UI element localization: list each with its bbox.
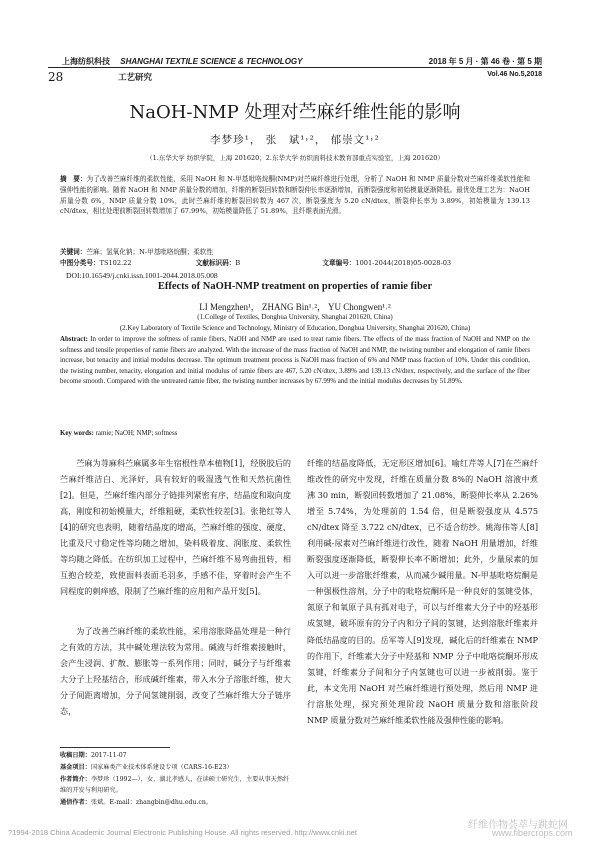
keywords-text-cn: 苎麻；氢氧化钠；N-甲基吡咯烷酮；柔软性 <box>86 248 214 256</box>
cnki-copyright-watermark: ?1994-2018 China Academic Journal Electronic Publishing House. All rights reserved. http://www.cnki.net <box>8 828 357 837</box>
article-title-en: Effects of NaOH-NMP treatment on properties of ramie fiber <box>157 281 433 292</box>
body-right-paragraph-1: 纤维的结晶度降低，无定形区增加[6]。喻红芹等人[7]在苎麻纤维改性的研究中发现，纤维在质量分数 8%的 NaOH 溶液中煮沸 30 min，断裂回转数增加了 21.08%，断裂伸长率从 2.26%增至 5.74%，为处理前的 1.54 倍，但是断裂强度从 4.575 cN/dtex 降至 3.722 cN/dtex，已不适合纺纱。姚海伟等人[8]利用碱-尿素对苎麻纤维进行改性，随着 NaOH 用量增加，纤维断裂强度逐渐降低，断裂伸长率不断增加；此外，少量尿素的加入可以进一步溶胀纤维素，从而减少碱用量。N-甲基吡咯烷酮是一种强极性溶剂，分子中的吡咯烷酮环是一种良好的氢键受体，氮原子和氧原子具有孤对电子，可以与纤维素大分子中的羟基形成氢键，破坏原有的分子内和分子间的氢键，达到溶胀纤维素并降低结晶度的目的。岳军等人[9]发现，碱化后的纤维素在 NMP 的作用下，纤维素大分子中羟基和 NMP 分子中吡咯烷酮环形成氢键，纤维素分子间和分子内氢键也可以进一步被削弱。鉴于此，本文先用 NaOH 对苎麻纤维进行预处理，然后用 NMP 进行溶胀处理，探究预处理阶段 NaOH 质量分数和溶胀阶段 NMP 质量分数对苎麻纤维柔软性能及强伸性能的影响。 <box>307 458 538 725</box>
affiliations-cn: （1.东华大学 纺织学院，上海 201620；2.东华大学 纺织面料技术教育部重点实验室，上海 201620） <box>146 154 444 162</box>
keywords-label-cn: 关键词： <box>60 249 87 256</box>
footnote-received: 收稿日期：2017-11-07 <box>60 752 127 759</box>
footnote-fund: 基金项目：国家麻类产业技术体系建设专项（CARS-16-E23） <box>60 763 233 771</box>
footnote-correspondence: 通信作者：张斌。E-mail：zhangbin@dhu.edu.cn。 <box>60 799 213 807</box>
doi: DOI:10.16549/j.cnki.issn.1001-2044.2018.05.008 <box>66 271 218 280</box>
journal-name-en: SHANGHAI TEXTILE SCIENCE & TECHNOLOGY <box>120 57 303 66</box>
abstract-label-cn: 摘 要： <box>60 176 87 183</box>
classification-line <box>60 258 530 269</box>
page-number: 28 <box>48 70 64 84</box>
site-watermark-cn: 纤维作物荟萃与跳蛇网 <box>468 820 568 831</box>
footnotes <box>60 750 291 809</box>
abstract-text-cn: 为了改善苎麻纤维的柔软性能，采用 NaOH 和 N-甲基吡咯烷酮(NMP)对苎麻纤维进行处理，分析了 NaOH 和 NMP 质量分数对苎麻纤维柔软性能和强伸性能的影响。随着 NaOH 和 NMP 质量分数的增加，纤维的断裂回转数和断裂伸长率逐渐增加，而断裂强度和初始模量逐渐降低。最优处理工艺为：NaOH 质量分数 6%，NMP 质量分数 10%，此时苎麻纤维的断裂回转数为 467 次，断裂强度为 5.20 cN/dtex，断裂伸长率为 3.89%，初始模量为 139.13 cN/dtex，相比处理前断裂回转数增加了 67.99%，初始模量降低了 51.89%，且纤维表面光滑。 <box>60 175 530 216</box>
site-watermark-url: www.fibercrops.com <box>492 828 573 838</box>
issue-info-en: Vol.46 No.5,2018 <box>487 71 542 78</box>
keywords-en <box>60 429 530 440</box>
body-left-paragraph-2: 为了改善苎麻纤维的柔软性能，采用溶胀降晶处理是一种行之有效的方法，其中碱处理法较为常用。碱液与纤维素接触时，会产生浸润、扩散、膨胀等一系列作用；同时，碱分子与纤维素大分子上羟基结合，形成碱纤维素，带入水分子溶胀纤维，使大分子间距离增加，分子间氢键削弱，改变了苎麻纤维大分子链序态， <box>60 626 291 717</box>
article-no-label: 文章编号： <box>322 260 356 267</box>
clc-value: TS102.22 <box>99 259 132 267</box>
abstract-label-en: Abstract: <box>60 336 88 343</box>
journal-header <box>62 56 302 67</box>
issue-info-cn: 2018 年 5 月 · 第 46 卷 · 第 5 期 <box>428 57 542 66</box>
journal-name-cn: 上海纺织科技 <box>62 57 110 66</box>
affiliation-en-1: (1.College of Textiles, Donghua University, Shanghai 201620, China) <box>197 313 393 321</box>
abstract-text-en: In order to improve the softness of ramie fibers, NaOH and NMP are used to treat ramie fibers. The effects of the mass fraction of NaOH and NMP on the softness and tensile properties of ramie fibers are analyzed. With the increase of the mass fraction of NaOH and NMP, the twisting number and elongation of ramie fibers increase, but tenacity and initial modulus decrease. The optimum treatment process is NaOH mass fraction of 6% and NMP mass fraction of 10%. Under this condition, the twisting number, tenacity, elongation and initial modulus of ramie fibers are 467, 5.20 cN/dtex, 3.89% and 139.13 cN/dtex, respectively, and the surface of the fiber become smooth. Compared with the untreated ramie fiber, the twisting number increases by 67.99% and the initial modulus decreases by 51.89%. <box>60 336 530 385</box>
affiliation-en-2: (2.Key Laboratory of Textile Science and Technology, Ministry of Education, Donghua University, Shanghai 201620, China) <box>119 324 471 332</box>
body-left-paragraph-1: 苎麻为荨麻科苎麻属多年生宿根性草本植物[1]，经脱胶后的苎麻纤维洁白、光泽好，具有较好的吸湿透气性和天然抗菌性[2]。但是，苎麻纤维内部分子链排列紧密有序，结晶度和取向度高，刚度和初始模量大，纤维粗硬，柔软性较差[3]。张艳红等人[4]的研究也表明，随着结晶度的增高，苎麻纤维的强度、硬度、比重及尺寸稳定性等均随之增加，染料吸着度、润胀度、柔软性等均随之降低。在纺织加工过程中，苎麻纤维不易弯曲扭转，相互抱合较差，致使面料表面毛羽多，手感不佳，穿着时会产生不同程度的刺痒感，限制了苎麻纤维的应用和产品开发[5]。 <box>60 458 291 597</box>
abstract-en <box>60 335 530 388</box>
doc-code-value: B <box>235 259 241 267</box>
doc-code-label: 文献标识码： <box>195 260 236 267</box>
header-rule <box>48 67 542 68</box>
keywords-text-en: ramie; NaOH; NMP; softness <box>95 430 178 437</box>
article-no-value: 1001-2044(2018)05-0028-03 <box>355 259 452 267</box>
authors-en: LI Mengzhen¹， ZHANG Bin¹˒²， YU Chongwen¹˒² <box>199 302 391 312</box>
footnote-author: 作者简介：李梦珍（1992—），女，湖北孝感人，在读硕士研究生，主要从事天然纤维的开发与利用研究。 <box>60 775 290 795</box>
article-title-cn: NaOH-NMP 处理对苎麻纤维性能的影响 <box>129 102 461 123</box>
abstract-cn <box>60 174 530 217</box>
clc-label: 中图分类号： <box>60 260 100 267</box>
keywords-cn <box>60 247 530 258</box>
footnote-rule <box>60 747 170 748</box>
authors-cn: 李梦珍¹， 张 斌¹˒²， 郁崇文¹˒² <box>210 134 380 146</box>
section-label: 工艺研究 <box>118 72 153 82</box>
keywords-label-en: Key words: <box>60 430 94 437</box>
